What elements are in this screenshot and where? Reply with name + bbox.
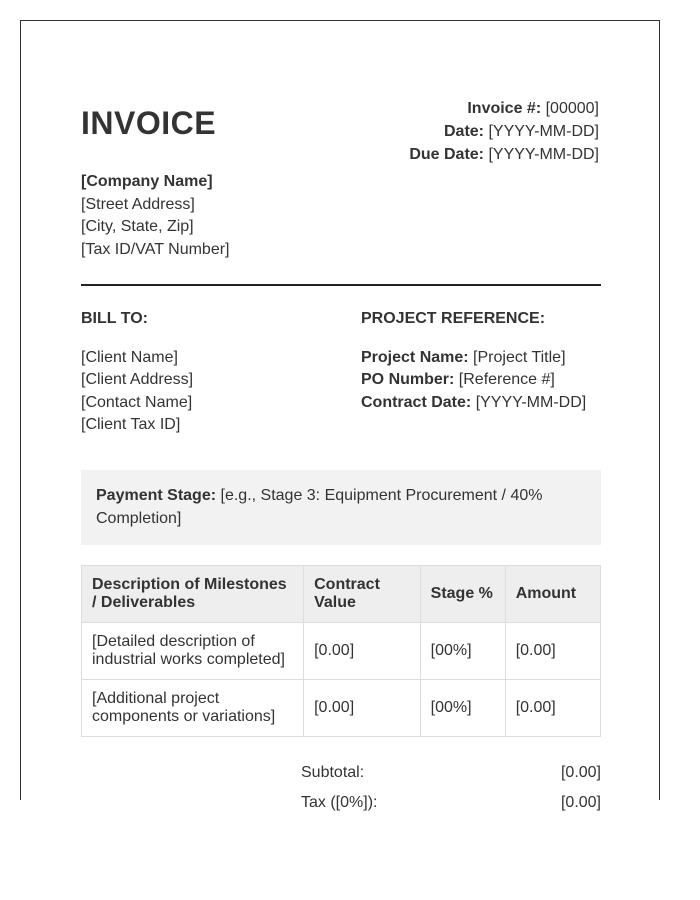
bill-to-block (81, 308, 193, 437)
due-date-value: [YYYY-MM-DD] (488, 146, 599, 163)
cell-stage-percent: [00%] (420, 623, 505, 680)
due-date-label: Due Date: (409, 146, 485, 163)
contract-date-line (361, 392, 586, 415)
invoice-number-value: [00000] (545, 100, 599, 117)
payment-stage-label: Payment Stage: (96, 487, 217, 504)
project-name-line (361, 347, 586, 370)
cell-amount: [0.00] (505, 680, 600, 737)
invoice-page (20, 20, 660, 811)
invoice-meta (409, 97, 599, 166)
company-city: [City, State, Zip] (81, 218, 194, 235)
po-number-line (361, 369, 586, 392)
company-name: [Company Name] (81, 173, 213, 190)
tax-row (301, 793, 601, 823)
contact-name: [Contact Name] (81, 393, 193, 411)
table-row (82, 680, 601, 737)
column-header-amount: Amount (505, 566, 600, 623)
invoice-date-line (409, 120, 599, 143)
company-tax-id: [Tax ID/VAT Number] (81, 240, 230, 258)
cell-amount: [0.00] (505, 623, 600, 680)
table-header-row (82, 566, 601, 623)
client-address: [Client Address] (81, 371, 194, 388)
bill-to-heading: BILL TO: (81, 310, 148, 327)
column-header-description: Description of Milestones / Deliverables (82, 566, 304, 623)
cell-contract-value: [0.00] (304, 623, 421, 680)
column-header-stage-percent: Stage % (420, 566, 505, 623)
contract-date-label: Contract Date: (361, 393, 472, 411)
invoice-number-label: Invoice #: (467, 100, 542, 117)
payment-stage-box (81, 470, 601, 545)
payment-stage-value: [e.g., Stage 3: Equipment Procurement / 40% Completion] (96, 487, 543, 527)
cell-stage-percent: [00%] (420, 680, 505, 737)
invoice-date-value: [YYYY-MM-DD] (488, 123, 599, 140)
due-date-line (409, 143, 599, 166)
tax-value: [0.00] (560, 794, 601, 811)
header-divider (81, 284, 601, 286)
totals-block (301, 763, 601, 823)
cell-description: [Additional project components or variations] (82, 680, 304, 737)
invoice-title: INVOICE (81, 105, 217, 141)
po-number-label: PO Number: (361, 371, 455, 388)
company-block (81, 171, 229, 261)
subtotal-label: Subtotal: (301, 764, 365, 781)
column-header-contract-value: Contract Value (304, 566, 421, 623)
table-row (82, 623, 601, 680)
tax-label: Tax ([0%]): (301, 794, 378, 811)
project-reference-block (361, 308, 586, 414)
contract-date-value: [YYYY-MM-DD] (475, 393, 587, 411)
client-name: [Client Name] (81, 348, 178, 366)
milestones-table (81, 565, 601, 737)
company-street: [Street Address] (81, 195, 195, 213)
invoice-date-label: Date: (444, 123, 485, 140)
cell-description: [Detailed description of industrial works completed] (82, 623, 304, 680)
client-tax-id: [Client Tax ID] (81, 416, 181, 433)
subtotal-row (301, 763, 601, 793)
invoice-number-line (409, 97, 599, 120)
subtotal-value: [0.00] (560, 764, 601, 781)
project-name-value: [Project Title] (473, 348, 566, 366)
po-number-value: [Reference #] (458, 371, 555, 388)
project-name-label: Project Name: (361, 348, 469, 366)
cell-contract-value: [0.00] (304, 680, 421, 737)
project-reference-heading: PROJECT REFERENCE: (361, 310, 546, 327)
